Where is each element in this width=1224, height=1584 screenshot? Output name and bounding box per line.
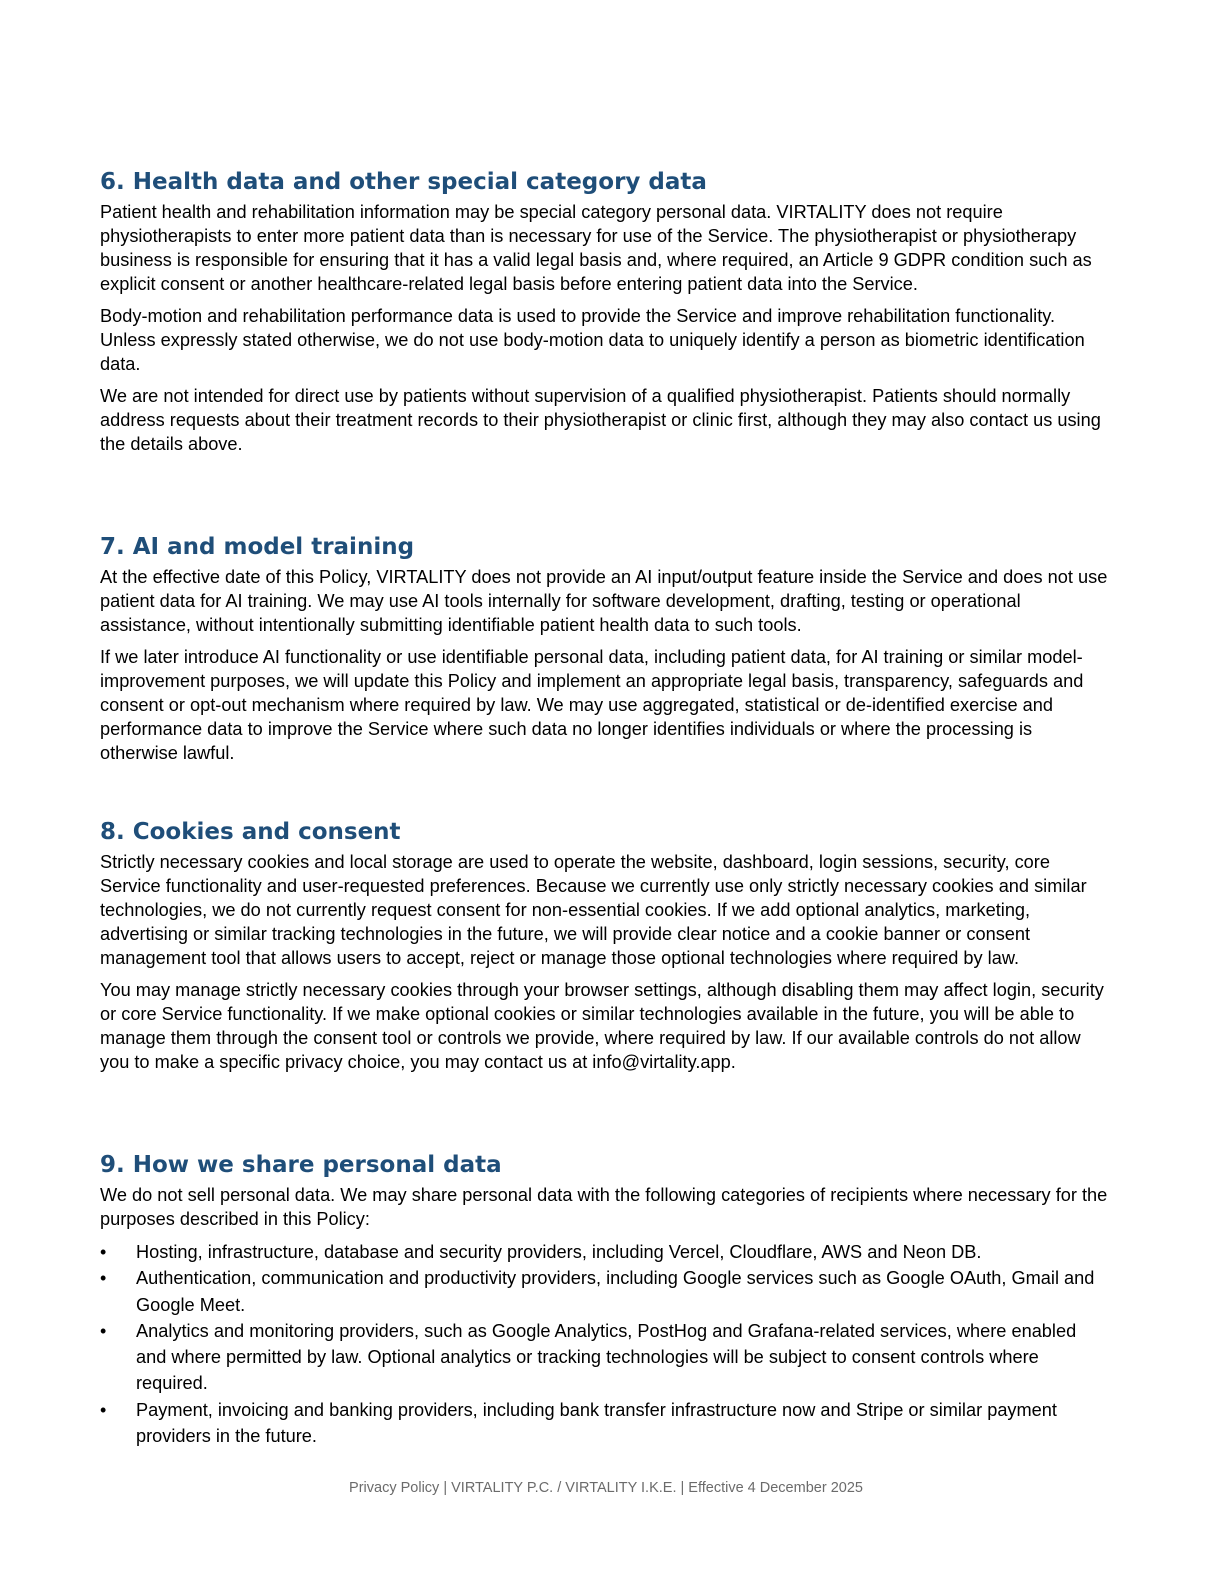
section-health-data xyxy=(100,167,1110,464)
paragraph: At the effective date of this Policy, VIRTALITY does not provide an AI input/output feature inside the Service and does not use patient data for AI training. We may use AI tools internally for software development, drafting, testing or operational assistance, without intentionally submitting identifiable patient health data to such tools. xyxy=(100,567,1108,635)
bullet-icon: • xyxy=(100,1399,107,1420)
bullet-icon: • xyxy=(100,1320,107,1341)
section-cookies xyxy=(100,817,1110,1082)
bullet-icon: • xyxy=(100,1242,107,1262)
list-item-text: Payment, invoicing and banking providers, including bank transfer infrastructure now and Stripe or similar payment providers in the future. xyxy=(136,1399,1057,1447)
bullet-icon: • xyxy=(100,1268,107,1289)
paragraph: We are not intended for direct use by patients without supervision of a qualified physiotherapist. Patients should normally address requests about their treatment records to their physiotherapist or clinic first, although they may also contact us using the details above. xyxy=(100,386,1101,454)
paragraph: Patient health and rehabilitation information may be special category personal data. VIRTALITY does not require physiotherapists to enter more patient data than is necessary for use of the Service. The physiotherapist or physiotherapy business is responsible for ensuring that it has a valid legal basis and, where required, an Article 9 GDPR condition such as explicit consent or another healthcare-related legal basis before entering patient data into the Service. xyxy=(100,202,1092,294)
recipient-list xyxy=(100,1239,1110,1449)
list-item xyxy=(100,1265,1110,1318)
section-ai-training xyxy=(100,532,1110,773)
section-heading: 7. AI and model training xyxy=(100,534,415,560)
list-item xyxy=(100,1318,1110,1397)
page-footer: Privacy Policy | VIRTALITY P.C. / VIRTALITY I.K.E. | Effective 4 December 2025 xyxy=(349,1480,863,1496)
list-item-text: Authentication, communication and productivity providers, including Google services such as Google OAuth, Gmail and Google Meet. xyxy=(136,1268,1095,1315)
paragraph: We do not sell personal data. We may share personal data with the following categories of recipients where necessary for the purposes described in this Policy: xyxy=(100,1185,1108,1229)
section-heading: 8. Cookies and consent xyxy=(100,819,401,845)
list-item-text: Hosting, infrastructure, database and security providers, including Vercel, Cloudflare, AWS and Neon DB. xyxy=(136,1242,982,1262)
paragraph: If we later introduce AI functionality or use identifiable personal data, including patient data, for AI training or similar model-improvement purposes, we will update this Policy and implement an appropriate legal basis, transparency, safeguards and consent or opt-out mechanism where required by law. We may use aggregated, statistical or de-identified exercise and performance data to improve the Service where such data no longer identifies individuals or where the processing is otherwise lawful. xyxy=(100,647,1084,763)
paragraph: You may manage strictly necessary cookies through your browser settings, although disabling them may affect login, security or core Service functionality. If we make optional cookies or similar technologies available in the future, you will be able to manage them through the consent tool or controls we provide, where required by law. If our available controls do not allow you to make a specific privacy choice, you may contact us at info@virtality.app. xyxy=(100,980,1104,1072)
section-heading: 6. Health data and other special category data xyxy=(100,169,707,195)
section-heading: 9. How we share personal data xyxy=(100,1152,502,1178)
paragraph: Strictly necessary cookies and local storage are used to operate the website, dashboard, login sessions, security, core Service functionality and user-requested preferences. Because we currently use only strictly necessary cookies and similar technologies, we do not currently request consent for non-essential cookies. If we add optional analytics, marketing, advertising or similar tracking technologies in the future, we will provide clear notice and a cookie banner or consent management tool that allows users to accept, reject or manage those optional technologies where required by law. xyxy=(100,852,1087,968)
section-sharing xyxy=(100,1150,1110,1449)
list-item-text: Analytics and monitoring providers, such as Google Analytics, PostHog and Grafana-related services, where enabled and where permitted by law. Optional analytics or tracking technologies will be subject to consent controls where required. xyxy=(136,1320,1077,1394)
list-item xyxy=(100,1239,1110,1265)
paragraph: Body-motion and rehabilitation performance data is used to provide the Service and improve rehabilitation functionality. Unless expressly stated otherwise, we do not use body-motion data to uniquely identify a person as biometric identification data. xyxy=(100,306,1085,374)
list-item xyxy=(100,1397,1110,1450)
